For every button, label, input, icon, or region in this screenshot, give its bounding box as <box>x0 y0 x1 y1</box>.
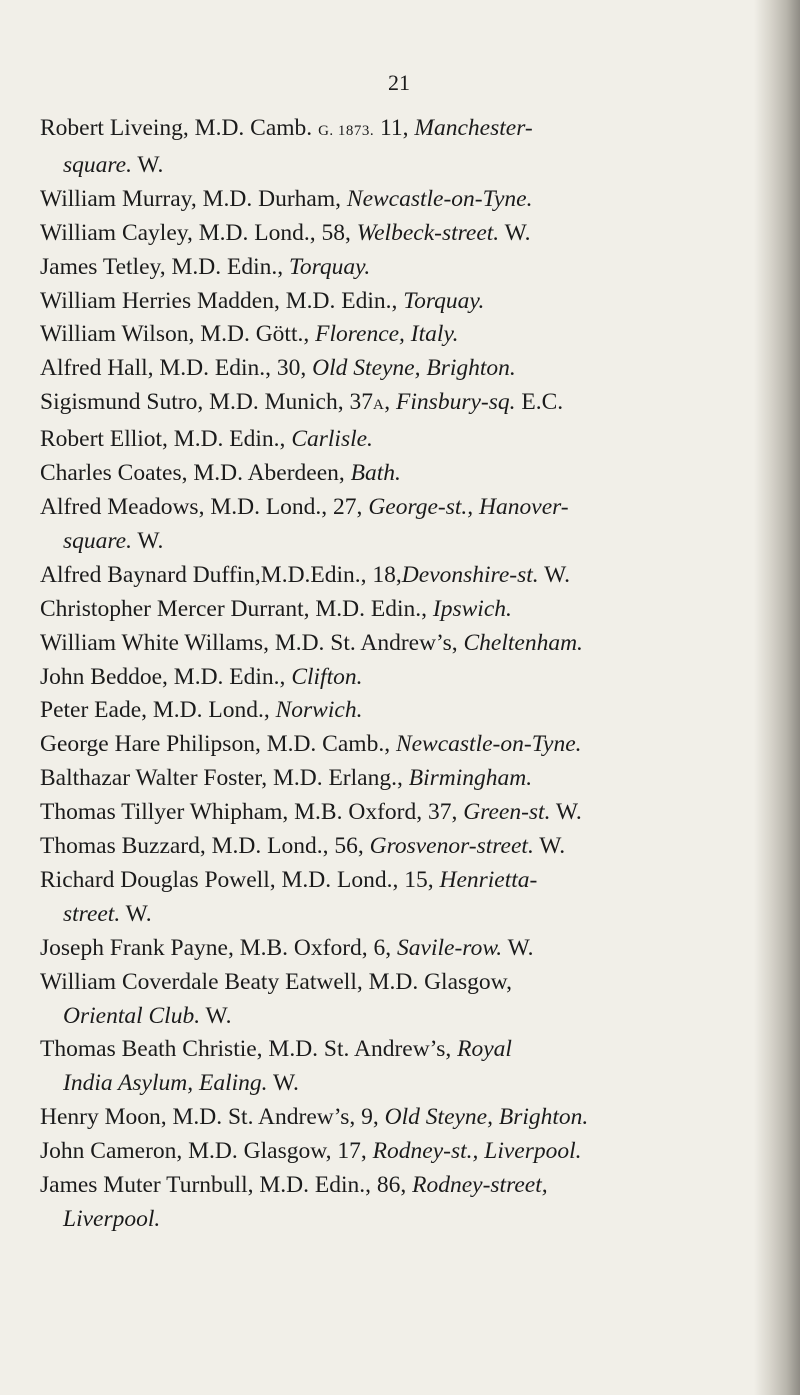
italic-text: Birmingham. <box>408 765 533 792</box>
entry-line: William Herries Madden, M.D. Edin., Torquay. <box>40 287 485 314</box>
entry-line: Alfred Hall, M.D. Edin., 30, Old Steyne, Brighton. <box>40 355 516 382</box>
italic-text: square. <box>63 527 132 554</box>
entry-line: Alfred Baynard Duffin,M.D.Edin., 18,Devonshire-st. W. <box>40 561 570 588</box>
italic-text: Oriental Club. <box>63 1002 201 1029</box>
entry-line: Sigismund Sutro, M.D. Munich, 37A, Finsbury-sq. E.C. <box>40 389 564 416</box>
entry-line: Alfred Meadows, M.D. Lond., 27, George-st., Hanover- <box>40 493 569 520</box>
italic-text: square. <box>63 151 132 178</box>
entry-line: Joseph Frank Payne, M.B. Oxford, 6, Savile-row. W. <box>40 934 534 961</box>
italic-text: Manchester- <box>414 115 533 141</box>
italic-text: Liverpool. <box>63 1206 161 1232</box>
entry-continuation-line: street. W. <box>63 900 152 927</box>
italic-text: Green-st. <box>463 799 551 826</box>
entry-line: Thomas Beath Christie, M.D. St. Andrew’s, Royal <box>40 1036 512 1063</box>
entry-line: Thomas Buzzard, M.D. Lond., 56, Grosvenor-street. W. <box>40 833 566 860</box>
entry-continuation-line <box>0 1203 800 1237</box>
list-item <box>0 251 800 285</box>
member-list <box>0 112 800 1237</box>
entry-line: Robert Liveing, M.D. Camb. G. 1873. 11, Manchester- <box>40 115 533 141</box>
entry-line: John Beddoe, M.D. Edin., Clifton. <box>40 663 363 690</box>
entry-line: Christopher Mercer Durrant, M.D. Edin., Ipswich. <box>40 595 512 622</box>
italic-text: Norwich. <box>275 697 363 724</box>
italic-text: Clifton. <box>291 663 363 690</box>
entry-continuation-line: Oriental Club. W. <box>63 1002 232 1029</box>
small-caps-text: G. 1873. <box>318 123 375 139</box>
list-item <box>0 762 800 796</box>
list-item <box>0 728 800 762</box>
list-item <box>0 661 800 695</box>
italic-text: Torquay. <box>403 287 485 314</box>
italic-text: street. <box>63 900 121 927</box>
list-item <box>0 559 800 593</box>
list-item <box>0 932 800 966</box>
italic-text: Finsbury-sq. <box>396 389 516 416</box>
italic-text: India Asylum, Ealing. <box>63 1070 268 1097</box>
entry-line: James Muter Turnbull, M.D. Edin., 86, Rodney-street, <box>40 1172 548 1199</box>
list-item <box>0 593 800 627</box>
italic-text: Henrietta- <box>439 866 538 893</box>
italic-text: Rodney-st., Liverpool. <box>372 1138 582 1165</box>
italic-text: Newcastle-on-Tyne. <box>395 731 582 758</box>
list-item <box>0 694 800 728</box>
list-item <box>0 183 800 217</box>
entry-line: Peter Eade, M.D. Lond., Norwich. <box>40 697 363 724</box>
list-item <box>0 1101 800 1135</box>
list-item <box>0 112 800 183</box>
entry-line: William Murray, M.D. Durham, Newcastle-on-Tyne. <box>40 185 533 212</box>
italic-text: Bath. <box>350 460 401 487</box>
italic-text: Cheltenham. <box>463 629 583 656</box>
italic-text: Torquay. <box>289 253 371 280</box>
entry-continuation-line: square. W. <box>63 151 164 178</box>
list-item <box>0 352 800 386</box>
entry-line: William Coverdale Beaty Eatwell, M.D. Glasgow, <box>40 968 512 995</box>
entry-line: James Tetley, M.D. Edin., Torquay. <box>40 253 371 280</box>
italic-text: Old Steyne, Brighton. <box>384 1104 589 1131</box>
entry-line: Thomas Tillyer Whipham, M.B. Oxford, 37, Green-st. W. <box>40 799 582 826</box>
entry-continuation-line: India Asylum, Ealing. W. <box>63 1070 299 1097</box>
list-item <box>0 1135 800 1169</box>
list-item <box>0 627 800 661</box>
italic-text: Florence, Italy. <box>315 321 459 348</box>
italic-text: Rodney-street, <box>412 1172 548 1199</box>
list-item <box>0 864 800 932</box>
entry-line: Robert Elliot, M.D. Edin., Carlisle. <box>40 426 373 453</box>
entry-line: William White Willams, M.D. St. Andrew’s, Cheltenham. <box>40 629 583 656</box>
list-item <box>0 796 800 830</box>
list-item <box>0 491 800 559</box>
list-item <box>0 318 800 352</box>
list-item <box>0 386 800 423</box>
italic-text: George-st., Hanover- <box>368 493 569 520</box>
entry-line: John Cameron, M.D. Glasgow, 17, Rodney-st., Liverpool. <box>40 1138 582 1165</box>
italic-text: Welbeck-street. <box>356 219 500 246</box>
italic-text: Devonshire-st. <box>401 561 539 588</box>
italic-text: Newcastle-on-Tyne. <box>346 185 533 212</box>
list-item <box>0 1033 800 1101</box>
entry-line: George Hare Philipson, M.D. Camb., Newcastle-on-Tyne. <box>40 731 582 758</box>
list-item <box>0 285 800 319</box>
italic-text: Carlisle. <box>291 426 373 453</box>
entry-continuation-line: square. W. <box>63 527 164 554</box>
list-item <box>0 217 800 251</box>
list-item <box>0 457 800 491</box>
entry-line: William Wilson, M.D. Gött., Florence, Italy. <box>40 321 459 348</box>
entry-line: Richard Douglas Powell, M.D. Lond., 15, Henrietta- <box>40 866 538 893</box>
italic-text: Ipswich. <box>432 595 512 622</box>
italic-text: Savile-row. <box>397 934 503 961</box>
italic-text: Old Steyne, Brighton. <box>312 355 516 382</box>
list-item <box>0 1169 800 1237</box>
list-item <box>0 423 800 457</box>
italic-text: Royal <box>457 1036 512 1063</box>
list-item <box>0 966 800 1034</box>
entry-line: Henry Moon, M.D. St. Andrew’s, 9, Old Steyne, Brighton. <box>40 1104 589 1131</box>
page-number: 21 <box>388 70 410 95</box>
entry-line: Balthazar Walter Foster, M.D. Erlang., Birmingham. <box>40 765 533 792</box>
list-item <box>0 830 800 864</box>
entry-line: William Cayley, M.D. Lond., 58, Welbeck-street. W. <box>40 219 531 246</box>
small-caps-text: A <box>372 397 385 414</box>
italic-text: Grosvenor-street. <box>369 833 534 860</box>
entry-line: Charles Coates, M.D. Aberdeen, Bath. <box>40 460 401 487</box>
